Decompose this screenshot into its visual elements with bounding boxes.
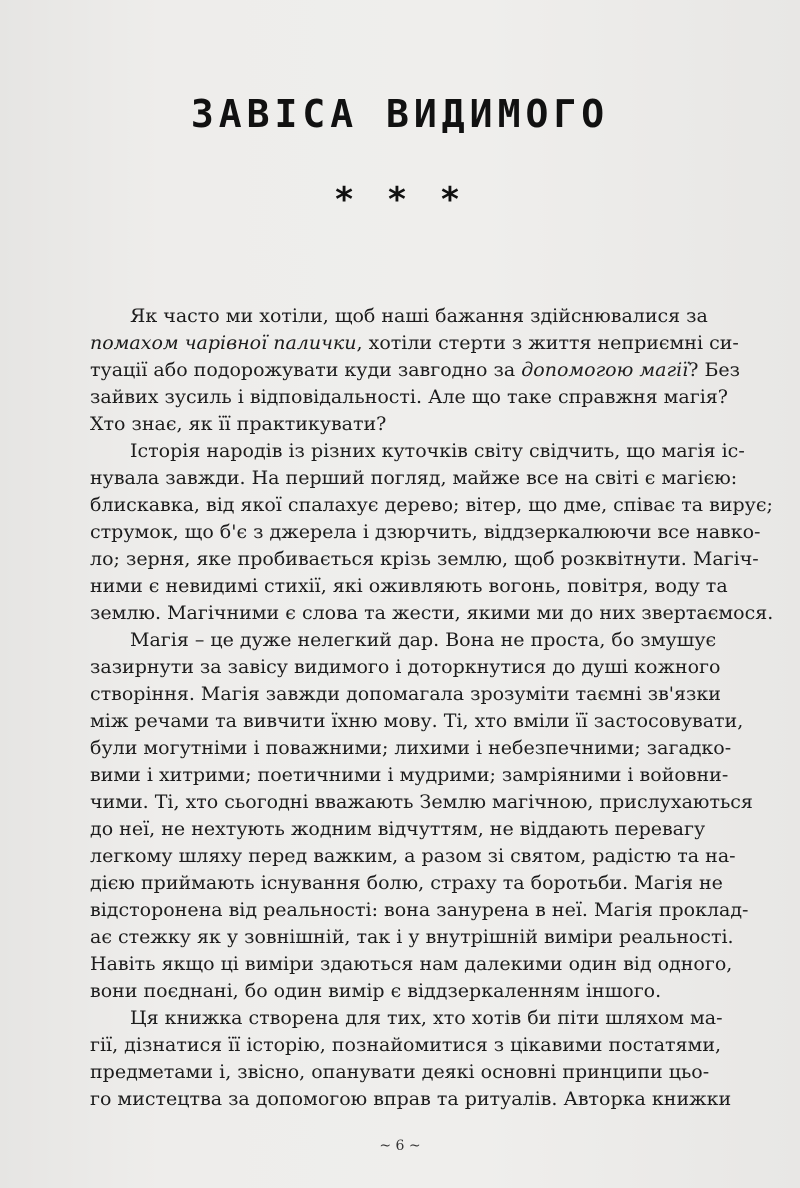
text-line: помахом чарівної палички, хотіли стерти з життя неприємні си- xyxy=(90,332,739,354)
text-line: ло; зерня, яке пробивається крізь землю, щоб розквітнути. Магіч- xyxy=(90,548,759,570)
text-line: між речами та вивчити їхню мову. Ті, хто вміли її застосовувати, xyxy=(90,710,744,732)
text-line: гії, дізнатися її історію, познайомитися з цікавими постатями, xyxy=(90,1034,722,1056)
text-line: Хто знає, як її практикувати? xyxy=(90,413,387,435)
text-line: Магія – це дуже нелегкий дар. Вона не проста, бо змушує xyxy=(130,629,717,651)
text-line: туації або подорожувати куди завгодно за допомогою магії? Без xyxy=(90,359,741,381)
section-separator: * * * xyxy=(333,180,467,220)
text-line: вими і хитрими; поетичними і мудрими; замріяними і войовни- xyxy=(90,764,729,786)
text-italic: допомогою магії xyxy=(521,359,689,381)
text-line: вони поєднані, бо один вимір є віддзеркаленням іншого. xyxy=(90,980,662,1002)
text-italic: помахом чарівної палички xyxy=(90,332,357,354)
text-line: чими. Ті, хто сьогодні вважають Землю магічною, прислухаються xyxy=(90,791,753,813)
text-line: ає стежку як у зовнішній, так і у внутрішній виміри реальності. xyxy=(90,926,734,948)
text-line: блискавка, від якої спалахує дерево; вітер, що дме, співає та вирує; xyxy=(90,494,773,516)
text-line: землю. Магічними є слова та жести, якими ми до них звертаємося. xyxy=(90,602,774,624)
text-line: ними є невидимі стихії, які оживляють вогонь, повітря, воду та xyxy=(90,575,728,597)
text-line: дією приймають існування болю, страху та боротьби. Магія не xyxy=(90,872,723,894)
text-line: зайвих зусиль і відповідальності. Але що таке справжня магія? xyxy=(90,386,728,408)
text-line: були могутніми і поважними; лихими і небезпечними; загадко- xyxy=(90,737,732,759)
text-line: створіння. Магія завжди допомагала зрозуміти таємні зв'язки xyxy=(90,683,721,705)
text-line: струмок, що б'є з джерела і дзюрчить, віддзеркалюючи все навко- xyxy=(90,521,761,543)
text-line: нувала завжди. На перший погляд, майже все на світі є магією: xyxy=(90,467,738,489)
chapter-body xyxy=(90,303,774,1113)
text-line: Навіть якщо ці виміри здаються нам далекими один від одного, xyxy=(90,953,733,975)
text-line: легкому шляху перед важким, а разом зі святом, радістю та на- xyxy=(90,845,736,867)
text-line: го мистецтва за допомогою вправ та ритуалів. Авторка книжки xyxy=(90,1088,732,1110)
page-number: ~ 6 ~ xyxy=(379,1138,421,1154)
text-line: Історія народів із різних куточків світу свідчить, що магія іс- xyxy=(130,440,745,462)
text-line: зазирнути за завісу видимого і доторкнутися до душі кожного xyxy=(90,656,721,678)
text-line: Ця книжка створена для тих, хто хотів би піти шляхом ма- xyxy=(130,1007,723,1029)
text-line: відсторонена від реальності: вона занурена в неї. Магія проклад- xyxy=(90,899,749,921)
text-line: предметами і, звісно, опанувати деякі основні принципи цьо- xyxy=(90,1061,710,1083)
text-line: Як часто ми хотіли, щоб наші бажання здійснювалися за xyxy=(130,305,708,327)
chapter-title: ЗАВІСА ВИДИМОГО xyxy=(190,92,610,136)
text-line: до неї, не нехтують жодним відчуттям, не віддають перевагу xyxy=(90,818,706,840)
